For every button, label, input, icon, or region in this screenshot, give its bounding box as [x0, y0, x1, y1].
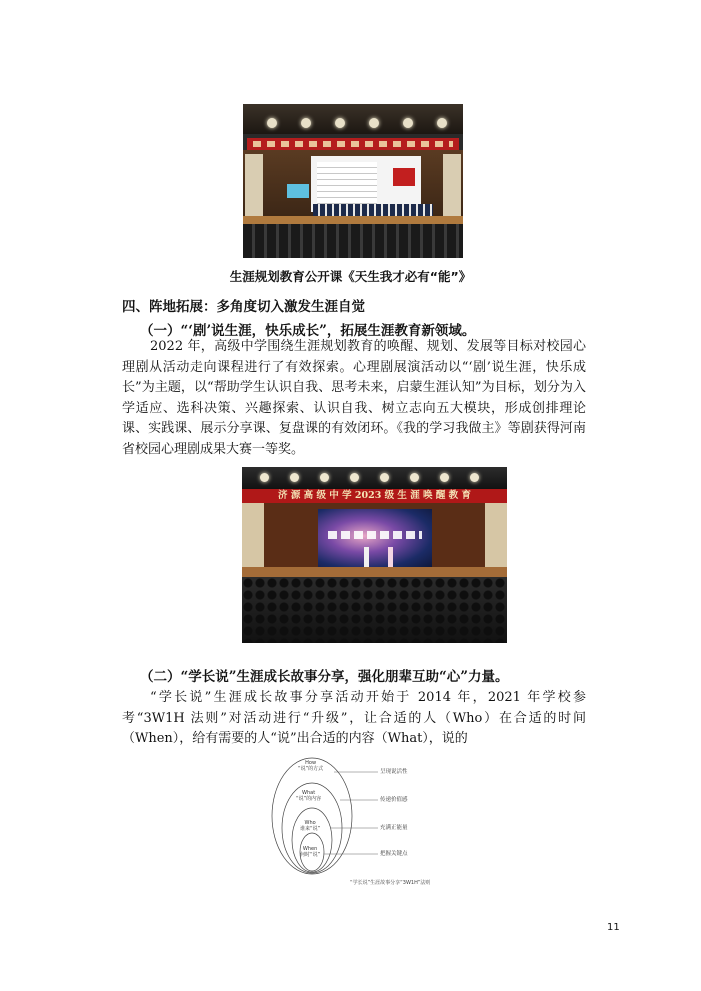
who-en: Who: [304, 820, 316, 826]
blue-board: [287, 184, 309, 198]
stage-light: [260, 473, 269, 482]
wall-pillar: [443, 154, 461, 220]
stage-light: [369, 118, 379, 128]
stage-floor: [243, 216, 463, 224]
subsection2-paragraph: [122, 688, 586, 750]
when-result: 把握关键点: [380, 851, 408, 857]
screen-red-box: [393, 168, 415, 186]
figure1-caption: 生涯规划教育公开课《天生我才必有“能”》: [229, 269, 472, 284]
screen-content: [317, 162, 377, 206]
subsection1-paragraph: [122, 337, 586, 461]
photo-ceiling: [242, 467, 507, 489]
stage-light: [403, 118, 413, 128]
3w1h-diagram: [270, 756, 480, 886]
stage-light: [437, 118, 447, 128]
stage-light: [440, 473, 449, 482]
wall-pillar: [245, 154, 263, 220]
stage-light: [290, 473, 299, 482]
awakening-event-photo: [242, 467, 507, 643]
screen-title: [328, 531, 422, 539]
banner-text: 济 源 高 级 中 学 2023 级 生 涯 唤 醒 教 育: [278, 490, 471, 501]
when-label: [300, 846, 320, 858]
stage-light: [410, 473, 419, 482]
who-result: 充满正能量: [380, 825, 408, 831]
how-en: How: [305, 760, 317, 766]
section-heading: 四、阵地拓展：多角度切入激发生涯自觉: [122, 299, 365, 315]
stage-light: [470, 473, 479, 482]
subsection2-text: “学长说”生涯成长故事分享活动开始于 2014 年，2021 年学校参考“3W1H 法则”对活动进行“升级”，让合适的人（Who）在合适的时间（When），给有需要的人“说”出合适的内容（What），说的: [122, 690, 586, 747]
page-number: 11: [607, 922, 620, 933]
how-zh: “说”的方式: [298, 766, 324, 772]
banner-lettering: [253, 141, 453, 147]
stage-light: [267, 118, 277, 128]
open-class-photo: [243, 104, 463, 258]
stage-light: [350, 473, 359, 482]
subsection1-heading: （一）“‘剧’说生涯，快乐成长”，拓展生涯教育新领域。: [140, 323, 476, 339]
stage-light: [380, 473, 389, 482]
led-screen: [318, 509, 432, 569]
circle-who: [292, 808, 332, 872]
subsection2-heading: （二）“学长说”生涯成长故事分享，强化朋辈互助“心”力量。: [140, 669, 509, 685]
diagram-caption: “学长说”生涯故事分享“3W1H”法则: [350, 880, 431, 886]
subsection1-text: 2022 年，高级中学围绕生涯规划教育的唤醒、规划、发展等目标对校园心理剧从活动走向课程进行了有效探索。心理剧展演活动以“‘剧’说生涯，快乐成长”为主题，以“帮助学生认识自我、思考未来，启蒙生涯认知”为目标，划分为入学适应、选科决策、兴趣探索、认识自我、树立志向五大模块，形成创排理论课、实践课、展示分享课、复盘课的有效闭环。《我的学习我做主》等剧获得河南省校园心理剧成果大赛一等奖。: [122, 339, 586, 457]
what-label: [296, 790, 321, 802]
what-en: What: [302, 790, 316, 796]
what-zh: “说”的内容: [296, 796, 322, 802]
who-label: [300, 820, 320, 832]
audience-seats: [243, 224, 463, 258]
presenter: [364, 547, 369, 569]
how-result: 呈现说活性: [380, 769, 408, 775]
how-label: [298, 760, 323, 772]
stage-floor: [242, 567, 507, 577]
when-en: When: [302, 846, 318, 852]
audience: [242, 577, 507, 643]
stage-light: [320, 473, 329, 482]
stage-light: [335, 118, 345, 128]
when-zh: 何时“说”: [300, 852, 321, 858]
what-result: 传递价值感: [380, 797, 408, 803]
who-zh: 谁来“说”: [300, 826, 321, 832]
stage-light: [301, 118, 311, 128]
presenter: [388, 547, 393, 569]
